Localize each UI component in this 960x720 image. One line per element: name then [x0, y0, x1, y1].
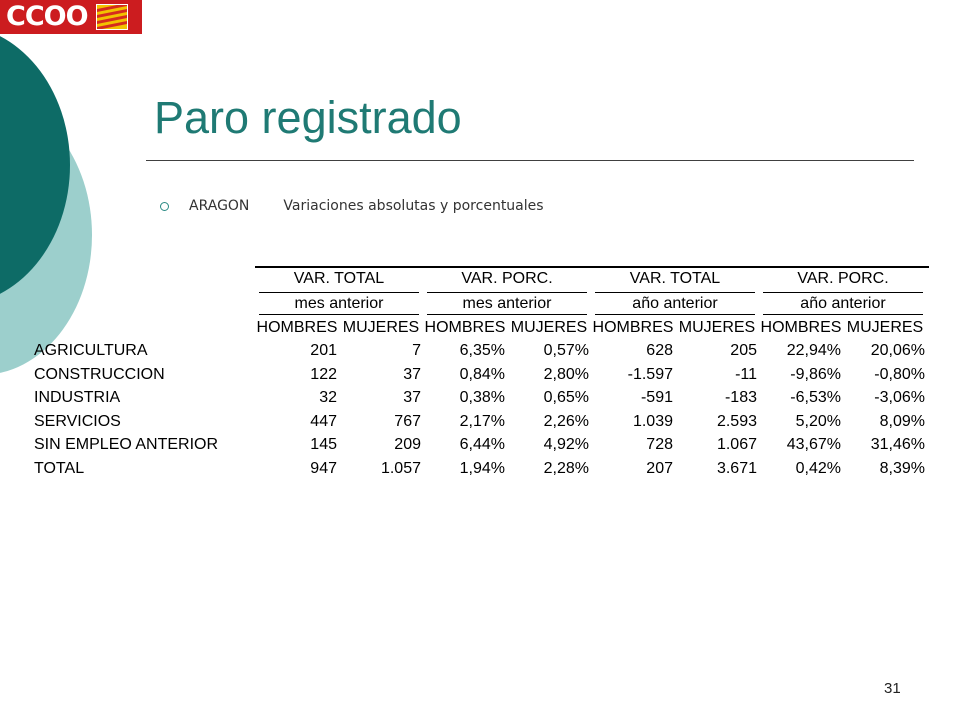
table-cell: -183: [724, 389, 757, 406]
table-cell: 447: [310, 413, 337, 430]
table-cell: 2,28%: [543, 460, 589, 477]
column-header: MUJERES: [846, 319, 924, 336]
table-cell: -1.597: [627, 366, 673, 383]
aragon-flag-icon: [96, 4, 128, 30]
header-separator: [427, 292, 587, 293]
header-separator: [427, 314, 587, 315]
group-header: VAR. PORC.: [797, 270, 889, 287]
table-cell: 31,46%: [870, 436, 925, 453]
table-cell: -11: [735, 366, 757, 383]
table-cell: 6,44%: [459, 436, 505, 453]
table-cell: 37: [403, 389, 421, 406]
table-cell: 145: [310, 436, 337, 453]
column-header: HOMBRES: [760, 319, 842, 336]
table-cell: 728: [646, 436, 673, 453]
table-cell: 207: [646, 460, 673, 477]
table-cell: 3.671: [716, 460, 757, 477]
logo-text: CCOO: [6, 1, 88, 32]
period-header: año anterior: [632, 295, 718, 312]
column-header: HOMBRES: [424, 319, 506, 336]
table-cell: 1.067: [716, 436, 757, 453]
table-cell: 43,67%: [786, 436, 841, 453]
row-label: TOTAL: [34, 460, 85, 477]
column-header: MUJERES: [678, 319, 756, 336]
period-header: mes anterior: [462, 295, 552, 312]
group-header: VAR. TOTAL: [293, 270, 385, 287]
table-cell: -9,86%: [790, 366, 841, 383]
table-cell: 7: [412, 342, 421, 359]
table-cell: -3,06%: [874, 389, 925, 406]
table-cell: 767: [394, 413, 421, 430]
table-cell: 4,92%: [543, 436, 589, 453]
header-separator: [595, 292, 755, 293]
table-cell: -591: [640, 389, 673, 406]
title-divider: [146, 160, 914, 161]
header-separator: [259, 314, 419, 315]
group-header: VAR. TOTAL: [629, 270, 721, 287]
bullet-region: ARAGON: [189, 198, 250, 214]
row-label: CONSTRUCCION: [34, 366, 165, 383]
bullet-text: Variaciones absolutas y porcentuales: [283, 198, 544, 214]
table-cell: 2,80%: [543, 366, 589, 383]
table-cell: 2,17%: [459, 413, 505, 430]
row-label: SERVICIOS: [34, 413, 121, 430]
table-cell: 2.593: [716, 413, 757, 430]
table-cell: 209: [394, 436, 421, 453]
table-cell: 37: [403, 366, 421, 383]
table-cell: 8,39%: [879, 460, 925, 477]
table-cell: 1,94%: [459, 460, 505, 477]
table-cell: 947: [310, 460, 337, 477]
period-header: mes anterior: [294, 295, 384, 312]
table-cell: 2,26%: [543, 413, 589, 430]
table-cell: 201: [310, 342, 337, 359]
circle-bullet-icon: [160, 202, 169, 211]
table-cell: 0,65%: [543, 389, 589, 406]
table-cell: 122: [310, 366, 337, 383]
table-cell: 1.039: [632, 413, 673, 430]
table-top-border: [255, 266, 929, 268]
table-cell: 0,57%: [543, 342, 589, 359]
column-header: HOMBRES: [592, 319, 674, 336]
bullet-item: [160, 198, 544, 214]
table-cell: 0,38%: [459, 389, 505, 406]
table-cell: 20,06%: [870, 342, 925, 359]
table-cell: 628: [646, 342, 673, 359]
table-cell: 205: [730, 342, 757, 359]
column-header: HOMBRES: [256, 319, 338, 336]
ccoo-logo: [0, 0, 142, 34]
group-header: VAR. PORC.: [461, 270, 553, 287]
header-separator: [763, 314, 923, 315]
table-cell: 1.057: [380, 460, 421, 477]
table-cell: 32: [319, 389, 337, 406]
page-number: 31: [884, 680, 901, 697]
row-label: SIN EMPLEO ANTERIOR: [34, 436, 219, 453]
header-separator: [595, 314, 755, 315]
column-header: MUJERES: [510, 319, 588, 336]
table-cell: -6,53%: [790, 389, 841, 406]
table-cell: 5,20%: [795, 413, 841, 430]
row-label: AGRICULTURA: [34, 342, 148, 359]
table-cell: -0,80%: [874, 366, 925, 383]
header-separator: [259, 292, 419, 293]
table-cell: 8,09%: [879, 413, 925, 430]
table-cell: 22,94%: [786, 342, 841, 359]
row-label: INDUSTRIA: [34, 389, 121, 406]
table-cell: 0,84%: [459, 366, 505, 383]
header-separator: [763, 292, 923, 293]
table-cell: 6,35%: [459, 342, 505, 359]
column-header: MUJERES: [342, 319, 420, 336]
slide-title: Paro registrado: [154, 92, 462, 143]
table-cell: 0,42%: [795, 460, 841, 477]
period-header: año anterior: [800, 295, 886, 312]
